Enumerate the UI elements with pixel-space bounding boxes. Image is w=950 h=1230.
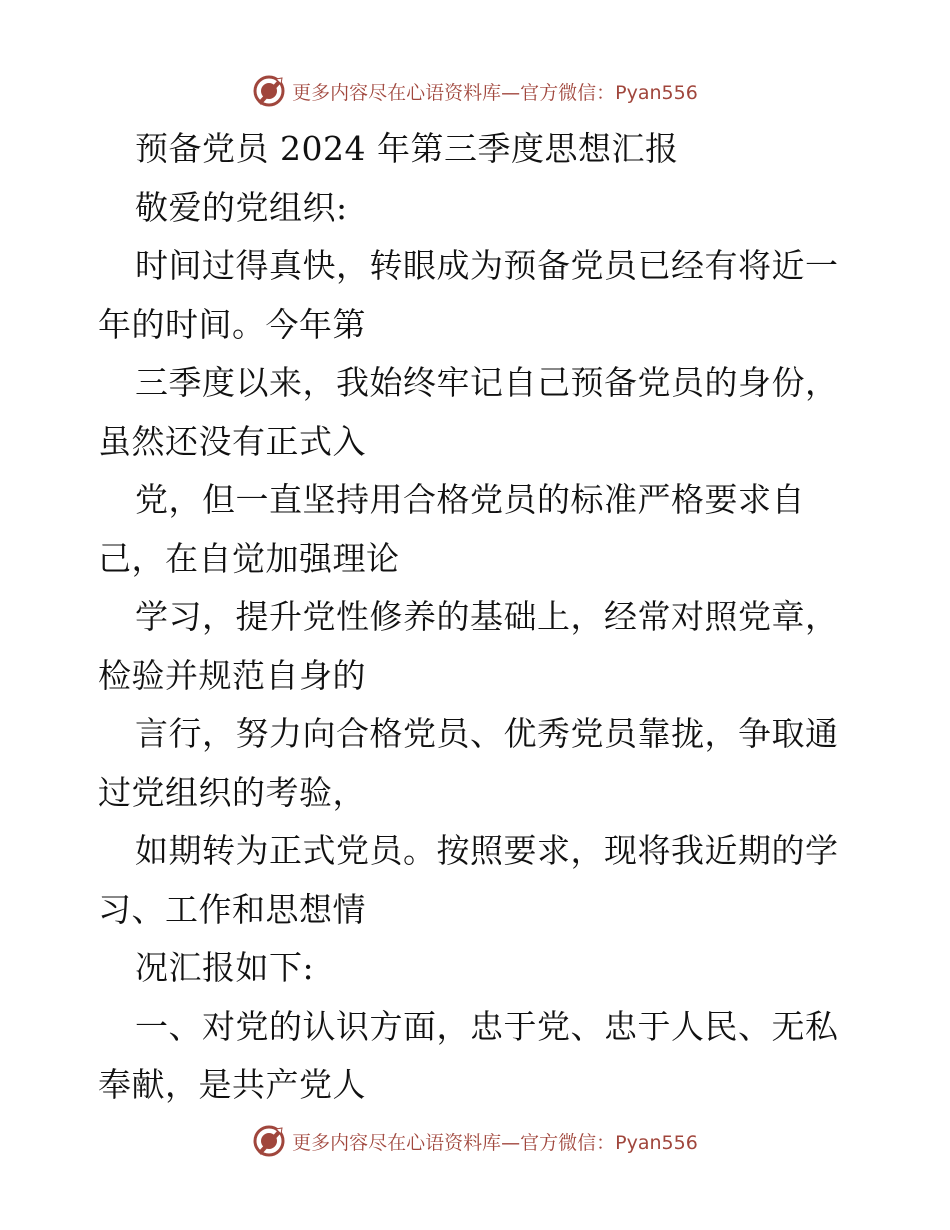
text-line: 己，在自觉加强理论 xyxy=(98,538,400,578)
text-line: 时间过得真快，转眼成为预备党员已经有将近一 xyxy=(135,246,839,285)
text-line: 学习，提升党性修养的基础上，经常对照党章， xyxy=(135,597,839,636)
text-line: 习、工作和思想情 xyxy=(98,889,366,929)
text-line: 三季度以来，我始终牢记自己预备党员的身份， xyxy=(135,363,839,402)
text-line: 奉献，是共产党人 xyxy=(98,1065,366,1104)
watermark-text: 更多内容尽在心语资料库—官方微信：Pyan556 xyxy=(292,1131,698,1154)
text-line: 况汇报如下: xyxy=(135,948,315,987)
text-line: 言行，努力向合格党员、优秀党员靠拢，争取通 xyxy=(135,714,839,753)
quill-seal-icon xyxy=(252,1124,286,1158)
text-line: 一、对党的认识方面，忠于党、忠于人民、无私 xyxy=(135,1006,839,1046)
quill-seal-icon xyxy=(252,74,286,108)
footer-watermark xyxy=(0,1124,950,1158)
text-line: 预备党员 2024 年第三季度思想汇报 xyxy=(135,129,679,168)
text-line: 虽然还没有正式入 xyxy=(98,421,366,461)
watermark-text: 更多内容尽在心语资料库—官方微信：Pyan556 xyxy=(292,81,698,104)
text-line: 党，但一直坚持用合格党员的标准严格要求自 xyxy=(135,480,805,519)
text-line: 过党组织的考验， xyxy=(98,772,366,812)
text-line: 敬爱的党组织: xyxy=(135,187,348,227)
text-line: 检验并规范自身的 xyxy=(98,655,366,695)
document-body xyxy=(98,120,858,1115)
text-line: 年的时间。今年第 xyxy=(98,304,366,344)
header-watermark xyxy=(0,74,950,108)
text-line: 如期转为正式党员。按照要求，现将我近期的学 xyxy=(135,831,839,870)
